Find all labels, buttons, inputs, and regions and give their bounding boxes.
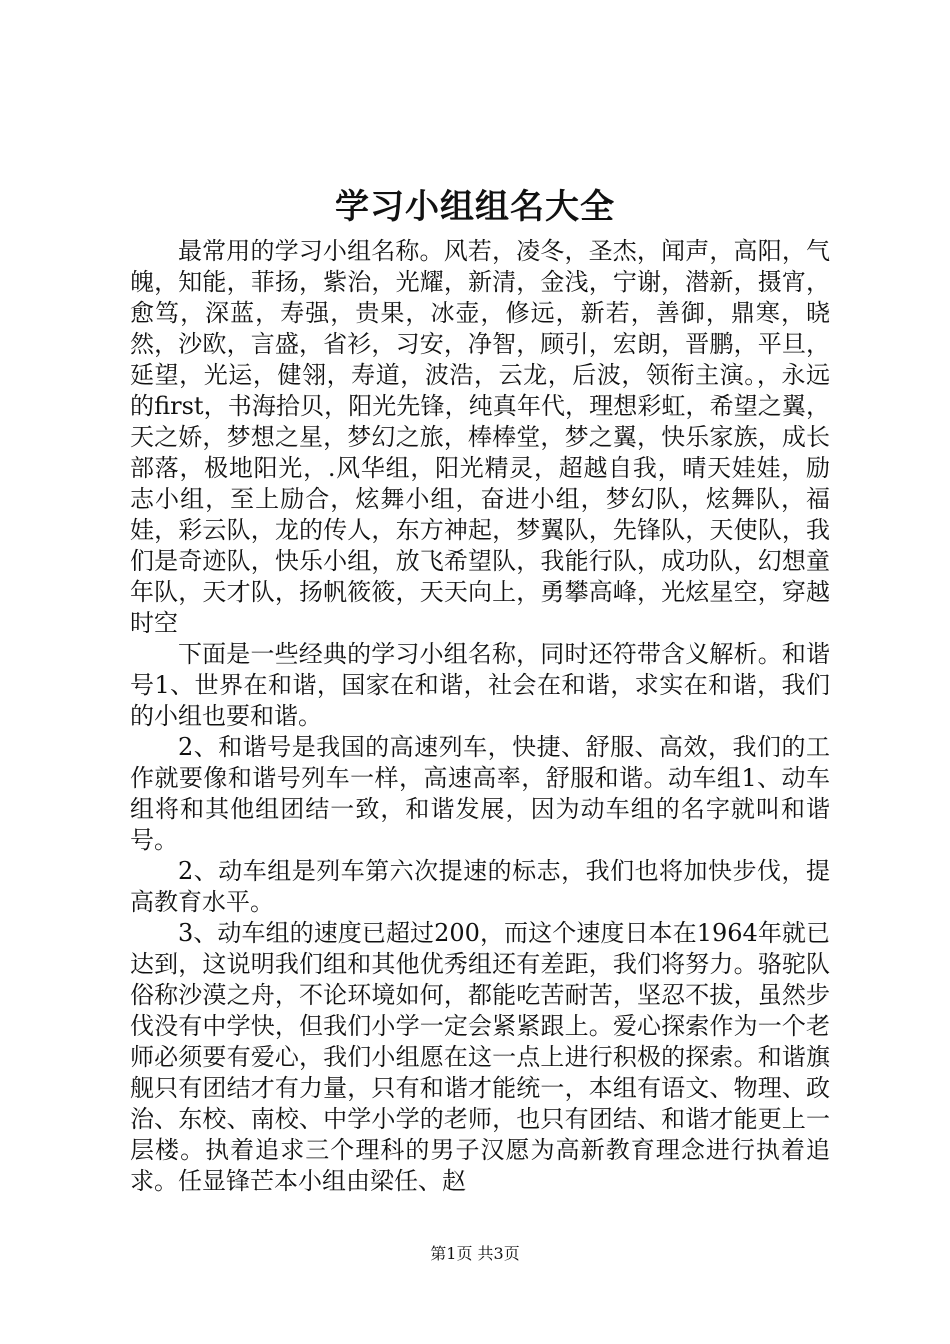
paragraph-3: 2、和谐号是我国的高速列车，快捷、舒服、高效，我们的工作就要像和谐号列车一样，高速高率，舒服和谐。动车组1、动车组将和其他组团结一致，和谐发展，因为动车组的名字就叫和谐号。 (130, 733, 830, 854)
paragraph-1: 最常用的学习小组名称。风若，凌冬，圣杰，闻声，高阳，气魄，知能，菲扬，紫治，光耀，新清，金浅，宁谢，潜新，摄宵，愈笃，深蓝，寿强，贵果，冰壶，修远，新若，善御，鼎寒，晓然，沙欧，言盛，省衫，习安，净智，顾引，宏朗，晋鹏，平旦，延望，光运，健翎，寿道，波浩，云龙，后波，领衔主演。，永远的first，书海拾贝，阳光先锋，纯真年代，理想彩虹，希望之翼，天之娇，梦想之星，梦幻之旅，棒棒堂，梦之翼，快乐家族，成长部落，极地阳光，.风华组，阳光精灵，超越自我，晴天娃娃，励志小组，至上励合，炫舞小组，奋进小组，梦幻队，炫舞队，福娃，彩云队，龙的传人，东方神起，梦翼队，先锋队，天使队，我们是奇迹队，快乐小组，放飞希望队，我能行队，成功队，幻想童年队，天才队，扬帆筱筱，天天向上，勇攀高峰，光炫星空，穿越时空 (130, 237, 830, 637)
paragraph-2: 下面是一些经典的学习小组名称，同时还符带含义解析。和谐号1、世界在和谐，国家在和谐，社会在和谐，求实在和谐，我们的小组也要和谐。 (130, 640, 830, 730)
document-title: 学习小组组名大全 (335, 187, 615, 227)
paragraph-4: 2、动车组是列车第六次提速的标志，我们也将加快步伐，提高教育水平。 (130, 857, 830, 916)
page-number-footer: 第1页 共3页 (430, 1244, 520, 1263)
document-body (130, 236, 830, 1197)
paragraph-5: 3、动车组的速度已超过200，而这个速度日本在1964年就已达到，这说明我们组和其他优秀组还有差距，我们将努力。骆驼队俗称沙漠之舟，不论环境如何，都能吃苦耐苦，坚忍不拔，虽然步伐没有中学快，但我们小学一定会紧紧跟上。爱心探索作为一个老师必须要有爱心，我们小组愿在这一点上进行积极的探索。和谐旗舰只有团结才有力量，只有和谐才能统一，本组有语文、物理、政治、东校、南校、中学小学的老师，也只有团结、和谐才能更上一层楼。执着追求三个理科的男子汉愿为高新教育理念进行执着追求。任显锋芒本小组由梁任、赵 (130, 919, 830, 1195)
